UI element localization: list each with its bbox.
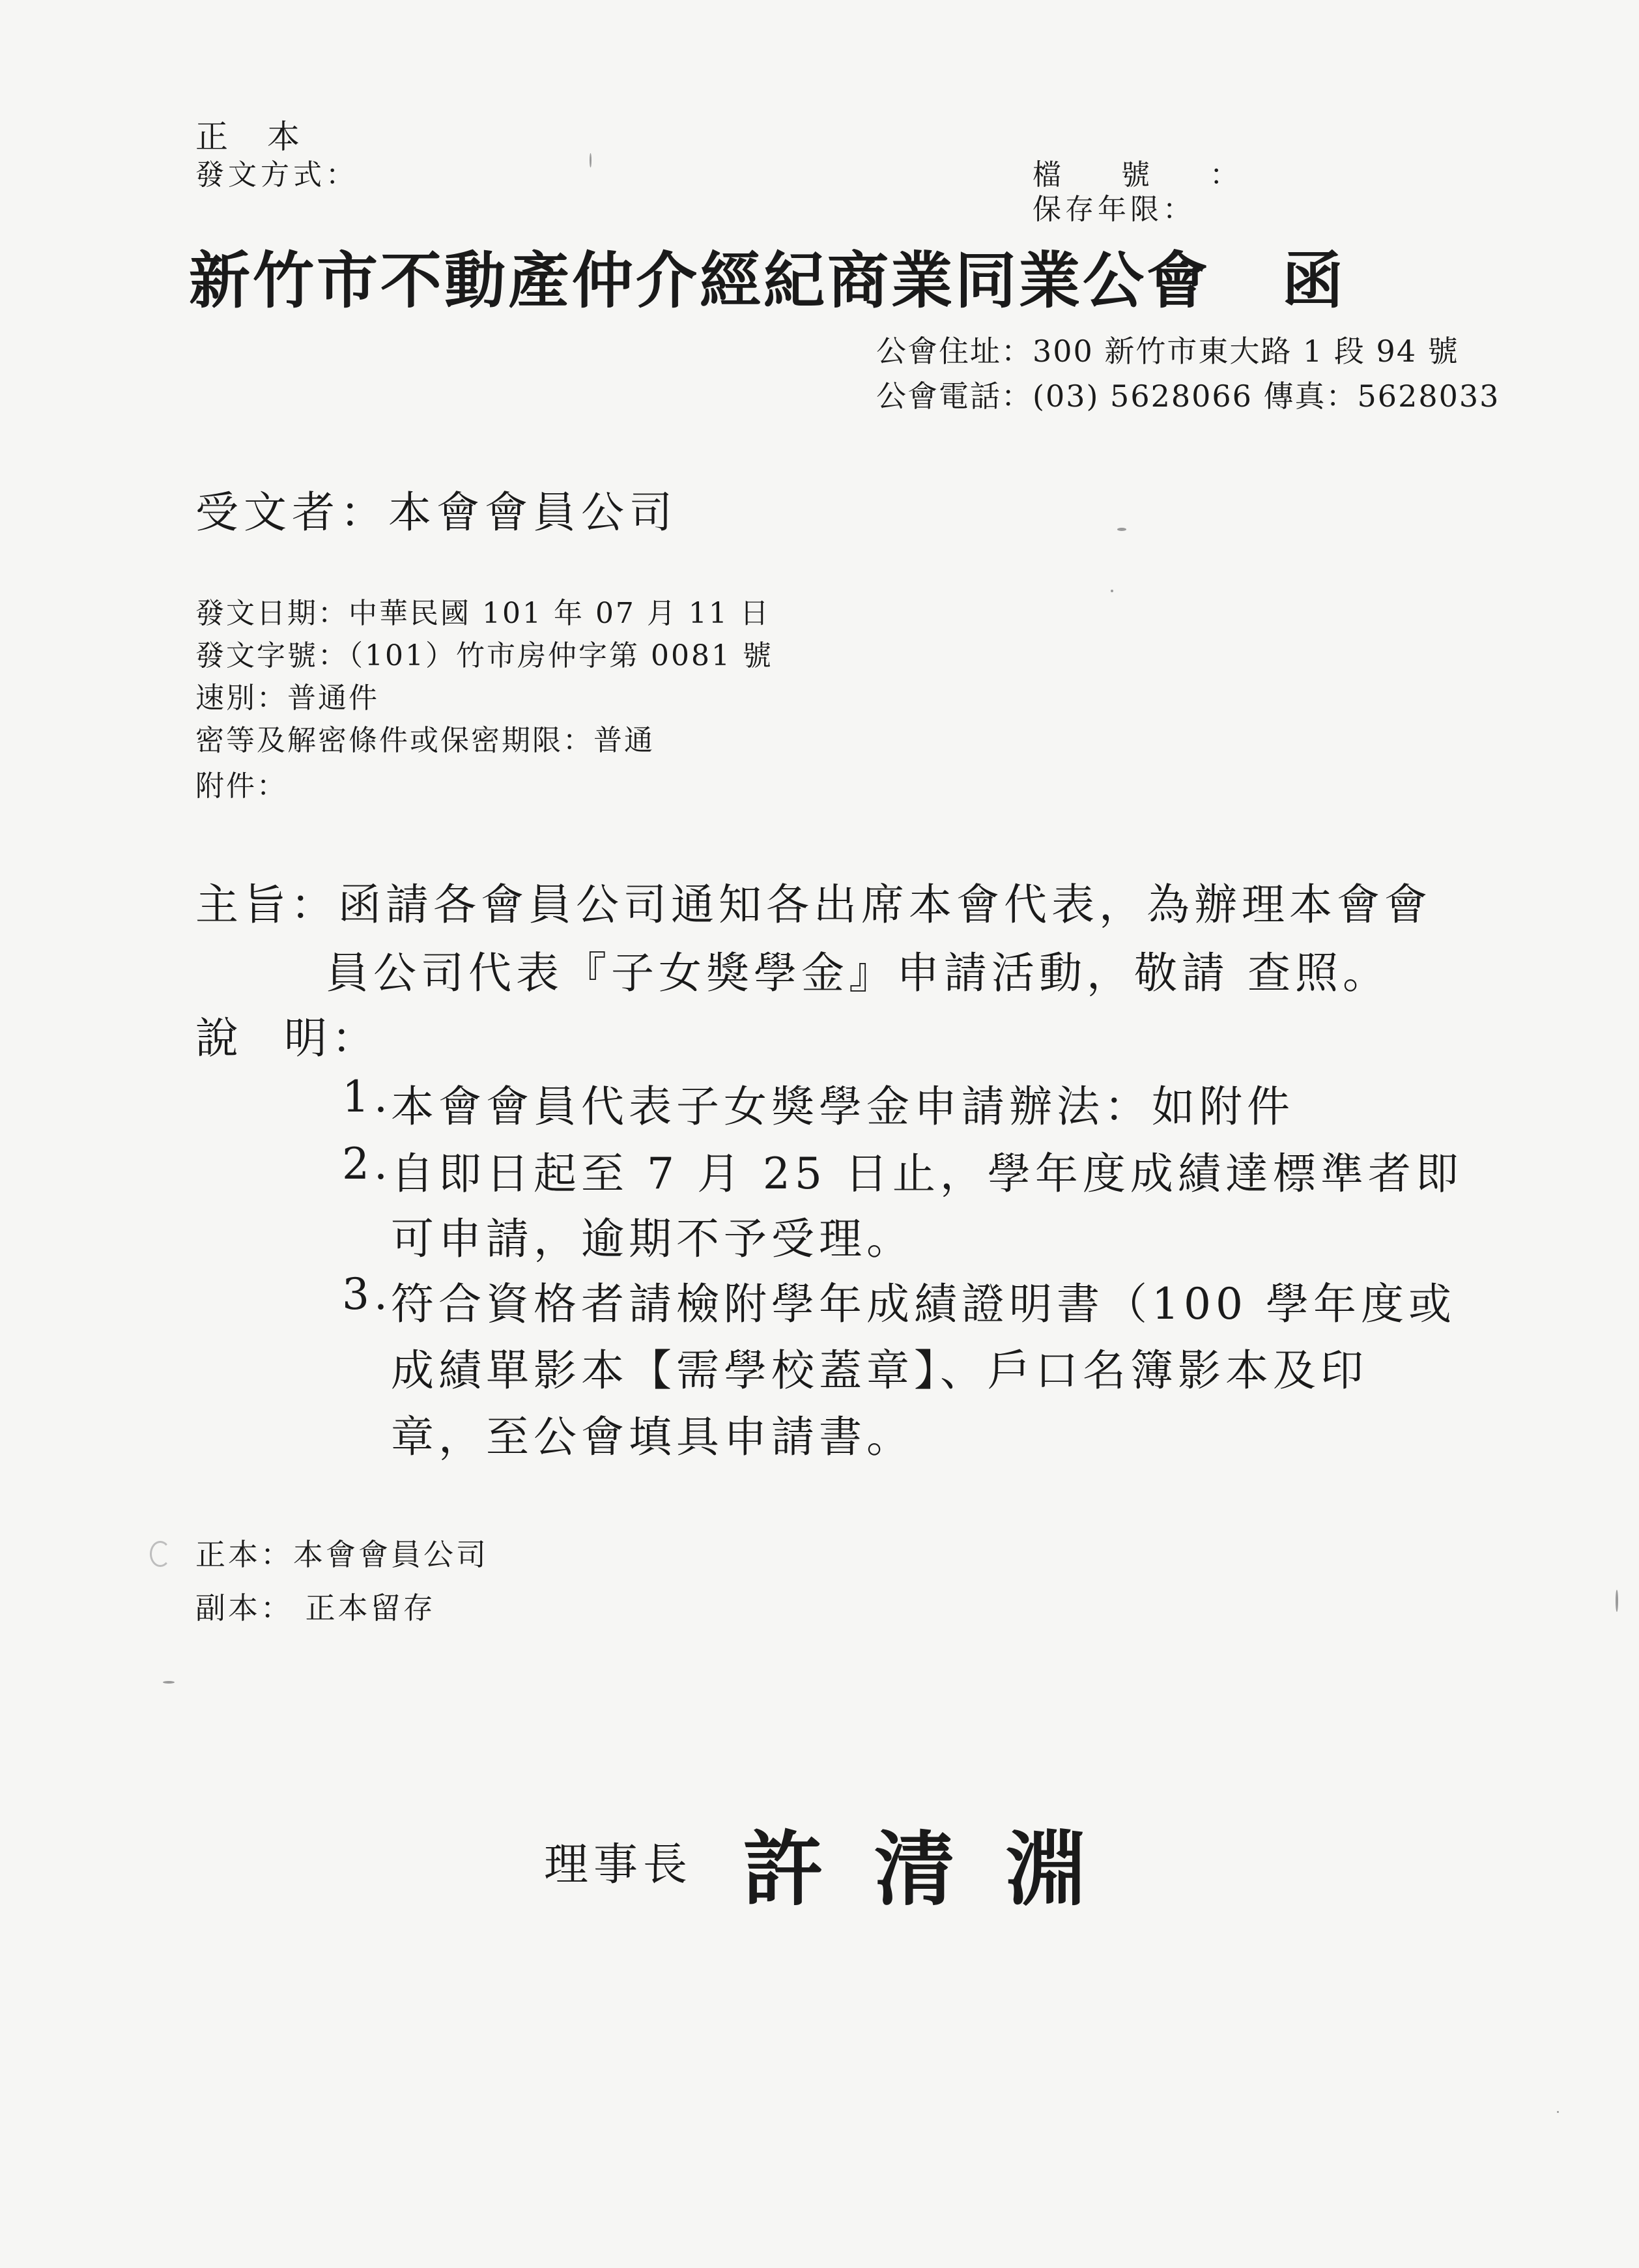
chairman-title: 理事長	[544, 1839, 693, 1891]
explanation-item-text: 可申請，逾期不予受理。	[391, 1214, 914, 1264]
retention-period-label: 保存年限：	[1033, 193, 1195, 226]
association-address: 公會住址：300 新竹市東大路 1 段 94 號	[876, 334, 1459, 369]
scan-mark	[1557, 2111, 1559, 2113]
explanation-item-number: 2.	[342, 1139, 392, 1189]
explanation-item-text: 成績單影本【需學校蓋章】、戶口名簿影本及印	[391, 1345, 1368, 1396]
attachments-label: 附件：	[195, 769, 287, 803]
explanation-item-text: 章，至公會填具申請書。	[391, 1412, 914, 1462]
delivery-speed: 速別：普通件	[195, 682, 379, 715]
copy-recipient: 副本： 正本留存	[195, 1590, 436, 1626]
subject-line-2: 員公司代表『子女獎學金』申請活動，敬請 查照。	[326, 948, 1390, 998]
file-number-text: 檔號	[1033, 158, 1210, 192]
explanation-item-text: 符合資格者請檢附學年成績證明書（100 學年度或	[391, 1279, 1456, 1329]
scan-mark	[163, 1681, 175, 1684]
explanation-heading-char: 說	[195, 1013, 284, 1063]
scan-mark	[1616, 1590, 1618, 1612]
scan-mark	[1111, 590, 1113, 592]
file-number-colon: ：	[1210, 158, 1242, 192]
document-title	[189, 231, 1346, 319]
secrecy-level: 密等及解密條件或保密期限：普通	[195, 724, 655, 757]
explanation-item-number: 1.	[342, 1072, 392, 1122]
dispatch-method-label: 發文方式：	[195, 158, 358, 192]
explanation-heading-rest: 明：	[284, 1013, 379, 1063]
subject-line-1: 主旨：函請各會員公司通知各出席本會代表，為辦理本會會	[195, 880, 1432, 930]
association-phone: 公會電話：(03) 5628066 傳真：5628033	[876, 379, 1500, 414]
original-recipient: 正本：本會會員公司	[195, 1537, 489, 1572]
explanation-item-text: 自即日起至 7 月 25 日止，學年度成績達標準者即	[391, 1149, 1463, 1199]
dispatch-date: 發文日期：中華民國 101 年 07 月 11 日	[195, 597, 771, 630]
explanation-heading	[195, 1003, 379, 1065]
scan-mark	[590, 153, 591, 167]
explanation-item-text: 本會會員代表子女獎學金申請辦法：如附件	[391, 1082, 1294, 1132]
document-type: 函	[1282, 246, 1347, 317]
recipient: 受文者：本會會員公司	[195, 487, 677, 538]
chairman-name: 許清淵	[743, 1823, 1138, 1917]
scan-mark	[150, 1541, 171, 1567]
copy-type-label: 正本	[195, 118, 339, 156]
scan-mark	[1117, 528, 1126, 531]
explanation-item-number: 3.	[342, 1269, 392, 1319]
dispatch-reference-number: 發文字號：（101）竹市房仲字第 0081 號	[195, 639, 773, 672]
organization-name: 新竹市不動產仲介經紀商業同業公會	[189, 246, 1211, 317]
